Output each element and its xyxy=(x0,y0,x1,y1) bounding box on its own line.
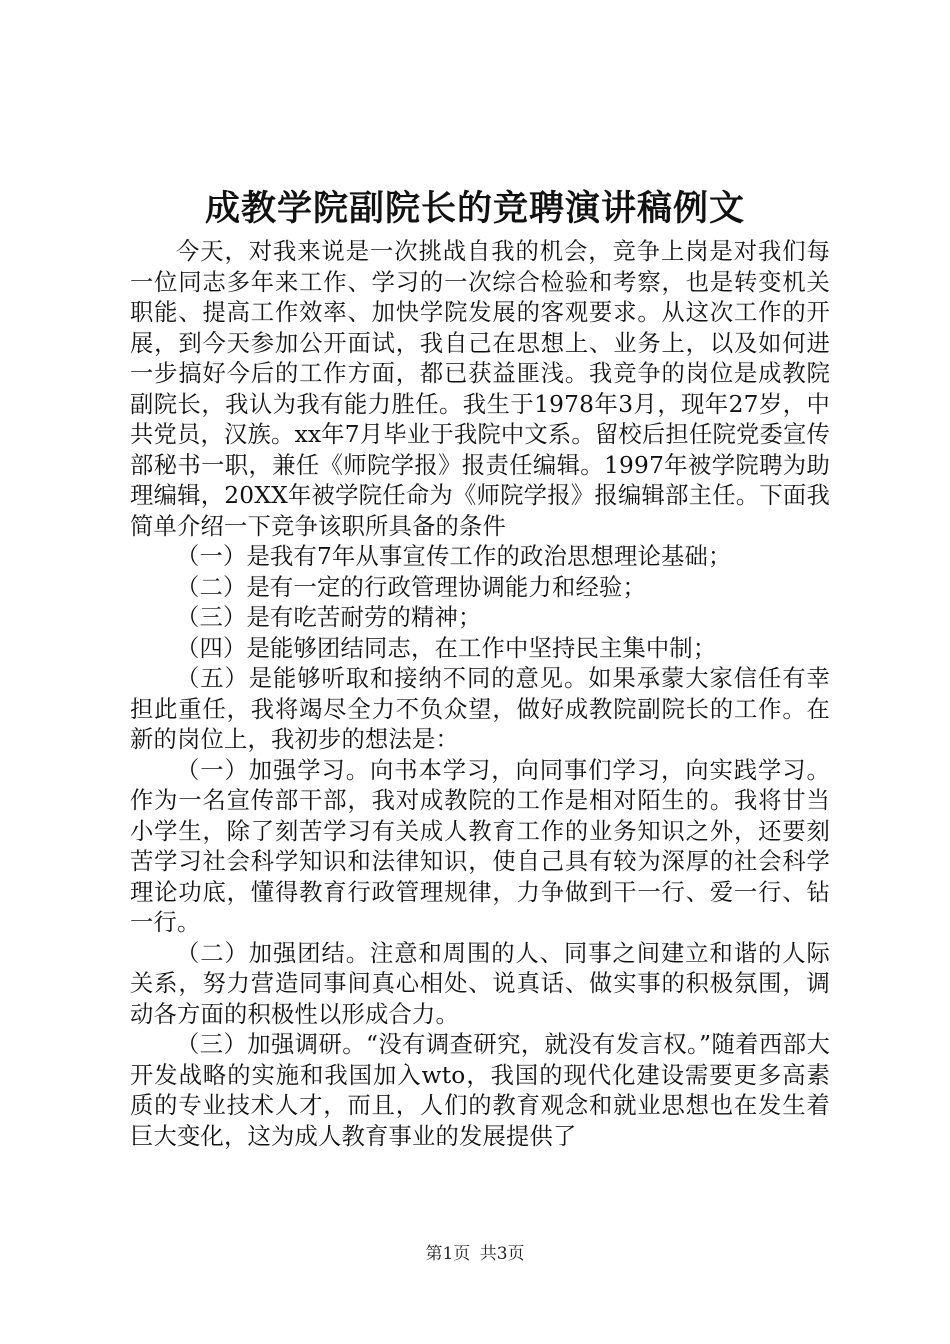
paragraph-plan-unity: （二）加强团结。注意和周围的人、同事之间建立和谐的人际关系，努力营造同事间真心相处、说真话、做实事的积极氛围，调动各方面的积极性以形成合力。 xyxy=(130,939,830,1028)
paragraph-plan-research: （三）加强调研。“没有调查研究，就没有发言权。”随着西部大开发战略的实施和我国加入wto，我国的现代化建设需要更多高素质的专业技术人才，而且，人们的教育观念和就业思想也在发生着巨大变化，这为成人教育事业的发展提供了 xyxy=(130,1031,830,1150)
document-title: 成教学院副院长的竞聘演讲稿例文 xyxy=(204,188,745,229)
paragraph-plan-study: （一）加强学习。向书本学习，向同事们学习，向实践学习。作为一名宣传部干部，我对成教院的工作是相对陌生的。我将甘当小学生，除了刻苦学习有关成人教育工作的业务知识之外，还要刻苦学习社会科学知识和法律知识，使自己具有较为深厚的社会科学理论功底，懂得教育行政管理规律，力争做到干一行、爱一行、钻一行。 xyxy=(130,756,830,936)
page-number: 第1页 xyxy=(425,1244,471,1264)
paragraph-condition-5: （五）是能够听取和接纳不同的意见。如果承蒙大家信任有幸担此重任，我将竭尽全力不负众望，做好成教院副院长的工作。在新的岗位上，我初步的想法是： xyxy=(130,665,830,753)
paragraph-intro: 今天，对我来说是一次挑战自我的机会，竞争上岗是对我们每一位同志多年来工作、学习的一次综合检验和考察，也是转变机关职能、提高工作效率、加快学院发展的客观要求。从这次工作的开展，到今天参加公开面试，我自己在思想上、业务上，以及如何进一步搞好今后的工作方面，都已获益匪浅。我竞争的岗位是成教院副院长，我认为我有能力胜任。我生于1978年3月，现年27岁，中共党员，汉族。xx年7月毕业于我院中文系。留校后担任院党委宣传部秘书一职，兼任《师院学报》报责任编辑。1997年被学院聘为助理编辑，20XX年被学院任命为《师院学报》报编辑部主任。下面我简单介绍一下竞争该职所具备的条件 xyxy=(130,238,830,540)
paragraph-condition-2: （二）是有一定的行政管理协调能力和经验； xyxy=(176,573,646,601)
page-total: 共3页 xyxy=(479,1244,525,1264)
document-body xyxy=(130,237,830,1152)
paragraph-condition-4: （四）是能够团结同志，在工作中坚持民主集中制； xyxy=(176,634,717,662)
paragraph-condition-3: （三）是有吃苦耐劳的精神； xyxy=(176,604,482,631)
page-footer xyxy=(0,1243,950,1265)
paragraph-condition-1: （一）是我有7年从事宣传工作的政治思想理论基础； xyxy=(176,543,732,570)
